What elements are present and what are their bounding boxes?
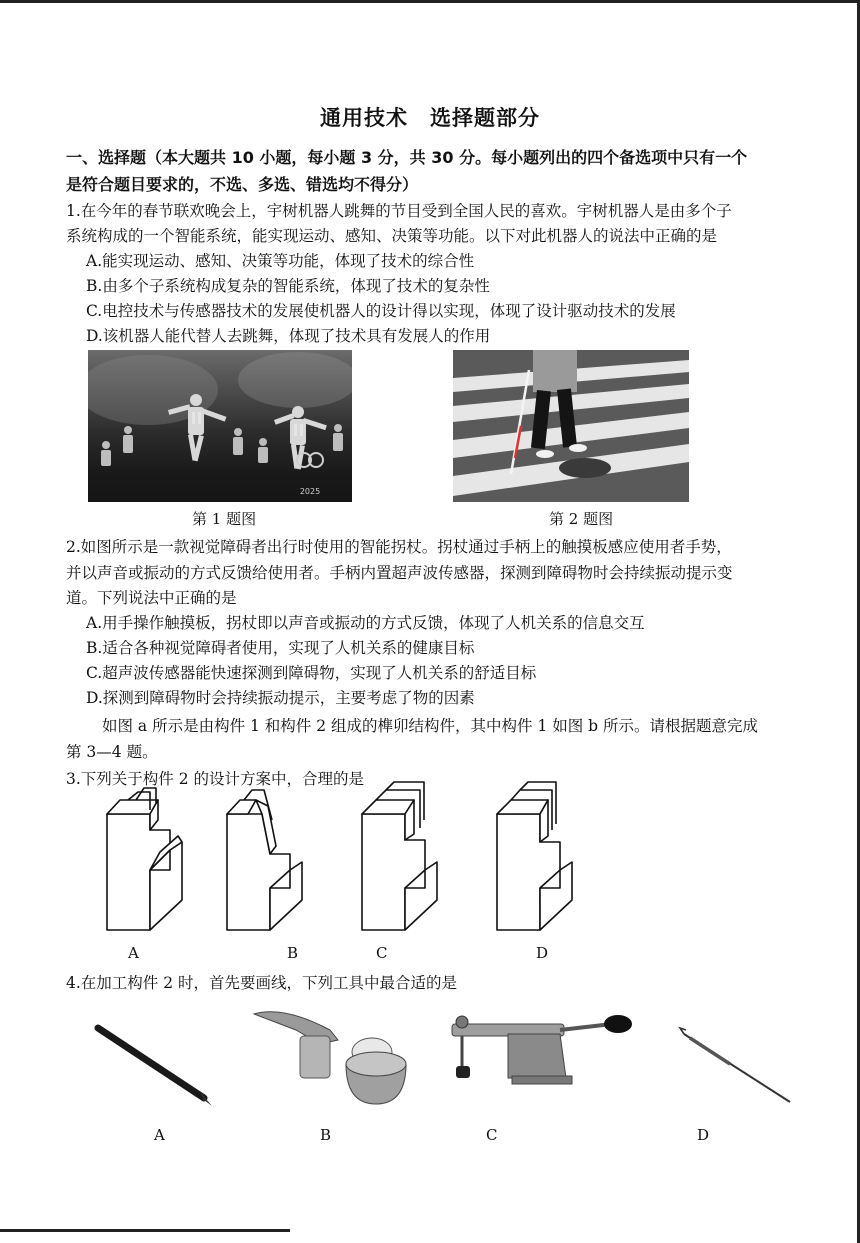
q3-label-b: B [287,944,299,962]
q4-label-d: D [697,1126,710,1144]
q3-option-a-drawing [107,788,182,930]
q3-label-a: A [128,944,139,962]
q2-figure-caption: 第 2 题图 [549,510,614,528]
bottom-rule [0,1229,290,1232]
q4-option-c-toggle-clamp [452,1015,632,1084]
q4-label-c: C [486,1126,498,1144]
q4-stem: 4.在加工构件 2 时，首先要画线，下列工具中最合适的是 [66,974,458,992]
q3-option-c-drawing [362,782,437,930]
q3-option-b-drawing [227,790,302,930]
q1-option-c: C.电控技术与传感器技术的发展使机器人的设计得以实现，体现了设计驱动技术的发展 [86,302,676,320]
q3-label-c: C [376,944,388,962]
q2-stem-line2: 并以声音或振动的方式反馈给使用者。手柄内置超声波传感器，探测到障碍物时会持续振动提示变 [66,564,733,582]
q1-figure-caption: 第 1 题图 [192,510,257,528]
q1-option-b: B.由多个子系统构成复杂的智能系统，体现了技术的复杂性 [86,277,490,295]
top-border [0,0,860,3]
q3-options-drawings [0,780,860,940]
q4-option-a-pencil [98,1028,212,1106]
q1-stem-line1: 1.在今年的春节联欢晚会上，宇树机器人跳舞的节目受到全国人民的喜欢。宇树机器人是由多个子 [66,202,732,220]
q4-label-a: A [154,1126,165,1144]
q3-option-d-drawing [497,782,572,930]
page-title: 通用技术 选择题部分 [320,106,540,130]
q4-option-d-scriber [680,1028,790,1102]
q1-option-a: A.能实现运动、感知、决策等功能，体现了技术的综合性 [86,252,475,270]
q3-4-intro-line1: 如图 a 所示是由构件 1 和构件 2 组成的榫卯结构件，其中构件 1 如图 b 所示。请根据题意完成 [102,717,759,735]
section-header-line2: 是符合题目要求的，不选、多选、错选均不得分） [66,175,419,194]
q2-option-c: C.超声波传感器能快速探测到障碍物，实现了人机关系的舒适目标 [86,664,537,682]
q2-stem-line3: 道。下列说法中正确的是 [66,589,237,607]
q4-label-b: B [320,1126,332,1144]
q2-option-a: A.用手操作触摸板，拐杖即以声音或振动的方式反馈，体现了人机关系的信息交互 [86,614,645,632]
q4-tools-drawings [0,1000,860,1120]
q1-robot-dance-photo [88,350,352,502]
q1-stem-line2: 系统构成的一个智能系统，能实现运动、感知、决策等功能。以下对此机器人的说法中正确的是 [66,227,718,245]
q1-option-d: D.该机器人能代替人去跳舞，体现了技术具有发展人的作用 [86,327,491,345]
q3-label-d: D [536,944,549,962]
q2-smart-cane-photo [453,350,689,502]
section-header-line1: 一、选择题（本大题共 10 小题，每小题 3 分，共 30 分。每小题列出的四个备选项中只有一个 [66,148,748,167]
q3-stem: 3.下列关于构件 2 的设计方案中，合理的是 [66,770,365,788]
q1-photo-year: 2025 [299,487,321,496]
q3-4-intro-line2: 第 3—4 题。 [66,743,158,761]
q2-stem-line1: 2.如图所示是一款视觉障碍者出行时使用的智能拐杖。拐杖通过手柄上的触摸板感应使用者手势， [66,538,732,556]
q2-option-d: D.探测到障碍物时会持续振动提示，主要考虑了物的因素 [86,689,475,707]
q4-option-b-clamp [254,1012,406,1104]
q2-option-b: B.适合各种视觉障碍者使用，实现了人机关系的健康目标 [86,639,475,657]
